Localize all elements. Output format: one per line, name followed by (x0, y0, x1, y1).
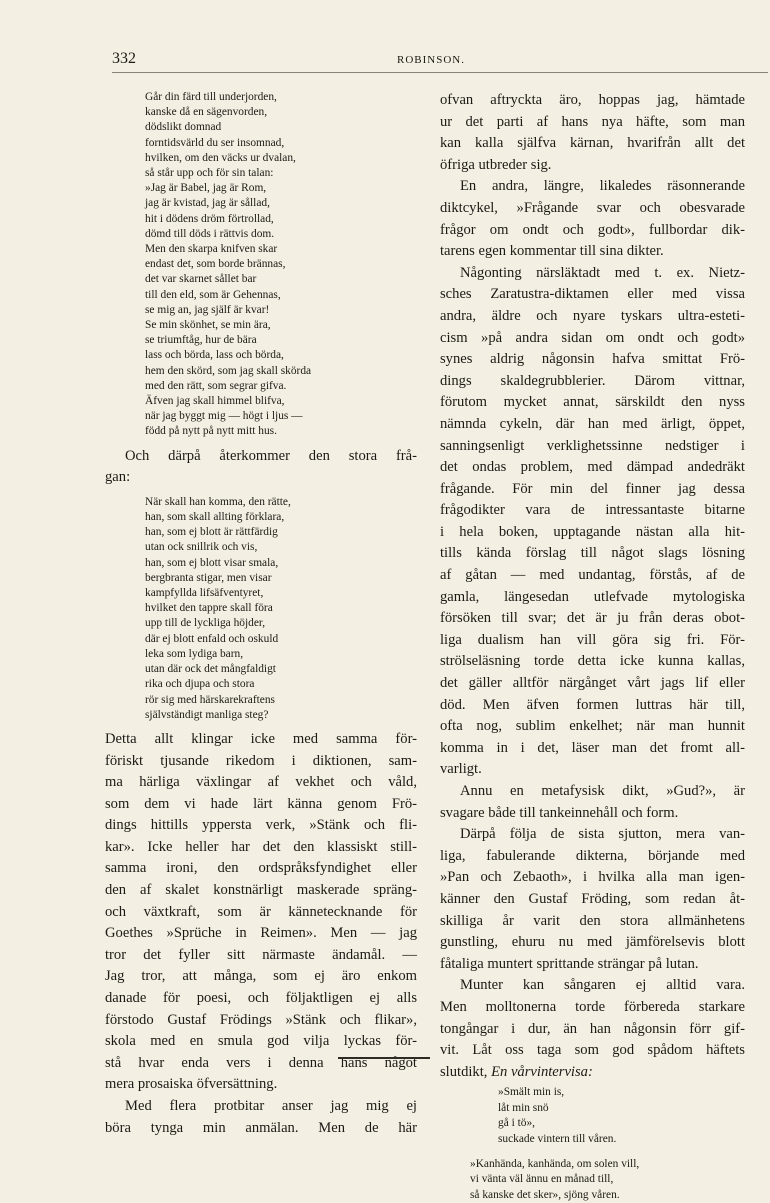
text-line: Munter kan sångaren ej alltid vara. (460, 977, 745, 994)
text-line: tills kända förslag till något slags lösning (440, 545, 745, 562)
text-line: ofvan aftryckta äro, hoppas jag, hämtade (440, 92, 745, 108)
poem-line: så står upp och för sin talan: (145, 167, 274, 180)
poem-line: han, som skall allting förklara, (145, 511, 285, 524)
poem-line: det var skarnet sållet bar (145, 273, 257, 286)
right-column (440, 90, 745, 1203)
text-line: ur det parti af hans nya häfte, som man (440, 113, 745, 130)
text-line: varligt. (440, 761, 482, 778)
text-line: diktcykel, »Frågande svar och obesvarade (440, 199, 745, 216)
poem-line: se triumftåg, hur de bära (145, 334, 257, 347)
text-line: ma härliga växlingar af vekhet och våld, (105, 774, 417, 791)
text-line: Annu en metafysisk dikt, »Gud?», är (460, 783, 745, 799)
text-line: frågodikter vara de intressantaste bitarne (440, 502, 745, 519)
text-line: af gåtan — med undantag, förstås, af de (440, 567, 745, 584)
text-line: den af skalet konstnärligt maskerade spräng- (105, 882, 417, 899)
text-line: i hela boken, upptagande nästan alla hit- (440, 523, 745, 540)
text-line: Och därpå återkommer den stora frå- (125, 447, 417, 464)
paragraph-nietzsche (440, 263, 745, 781)
text-line: Detta allt klingar icke med samma för- (105, 730, 417, 747)
header-rule (112, 72, 768, 73)
poem-line: hem den skörd, som jag skall skörda (145, 364, 312, 377)
poem-line: kampfyllda lifsäfventyret, (145, 587, 264, 600)
text-line: frågor om ondt och godt», fullbordar dik- (440, 221, 745, 238)
paragraph-protbitar (105, 1096, 417, 1139)
poem-smalt-min-is (498, 1085, 745, 1147)
text-line: Någonting närsläktadt med t. ex. Nietz- (460, 264, 745, 281)
poem-line: »Kanhända, kanhända, om solen vill, (470, 1157, 640, 1170)
poem-line: gå i tö», (498, 1117, 536, 1130)
left-column (105, 90, 417, 1139)
poem-underjorden (145, 90, 417, 440)
poem-line: dödslikt domnad (145, 121, 222, 134)
page-number: 332 (112, 50, 136, 67)
poem-line: »Jag är Babel, jag är Rom, (145, 182, 267, 195)
text-line: sanningsenligt verklighetssinne nedstiger i (440, 437, 745, 454)
paragraph-ofvan (440, 90, 745, 176)
text-line: kan kalla själfva kärnan, hvarifrån allt det (440, 135, 745, 152)
text-line: det gäller alltför närgånget vårt jags lif eller (440, 675, 745, 692)
paragraph-fragan (105, 446, 417, 489)
text-line: känner den Gustaf Fröding, som redan åt- (440, 890, 745, 907)
text-line: vit. Låt oss taga som god spådom häftets (440, 1042, 745, 1059)
text-line: cism »på andra sidan om ondt och godt» (440, 329, 745, 346)
poem-line: han, som ej blott är rättfärdig (145, 526, 278, 539)
text-line: försöken till svar; det är ju från deras obot- (440, 610, 745, 627)
paragraph-munter (440, 975, 745, 1083)
text-line: danade för poesi, och följaktligen ej alls (105, 990, 417, 1007)
poem-title-varvintervisa: En vårvintervisa: (491, 1063, 593, 1080)
text-line: förstodo Gustaf Frödings »Stänk och flikar», (105, 1011, 417, 1028)
poem-line: hvilket den tappre skall föra (145, 602, 273, 615)
poem-line: vi vänta väl ännu en månad till, (470, 1173, 614, 1186)
poem-line: rika och djupa och stora (145, 678, 255, 691)
poem-line: se mig an, jag själf är kvar! (145, 303, 270, 316)
poem-line: bergbranta stigar, men visar (145, 571, 272, 584)
text-line: det ondas problem, med dämpad andedräkt (440, 459, 745, 476)
poem-line: endast det, som borde brännas, (145, 258, 286, 271)
poem-line: Men den skarpa knifven skar (145, 243, 278, 256)
text-line: liga dualism han vill göra sig fri. För- (440, 631, 745, 648)
footer-rule (338, 1057, 430, 1059)
poem-line: född på nytt på nytt mitt hus. (145, 425, 277, 438)
poem-line: utan där ock det mångfaldigt (145, 663, 276, 676)
text-line: svagare både till tankeinnehåll och form. (440, 804, 679, 821)
text-line: frågande. För min del finner jag dessa (440, 480, 745, 497)
poem-line: Äfven jag skall himmel blifva, (145, 395, 285, 408)
text-line: skola med en smula god vilja lyckas för- (105, 1033, 417, 1050)
poem-line: utan ock snillrik och vis, (145, 541, 258, 554)
paragraph-detta-allt (105, 729, 417, 1096)
poem-line: Se min skönhet, se min ära, (145, 319, 271, 332)
poem-line: när jag byggt mig — högt i ljus — (145, 410, 303, 423)
text-line: död. Men äfven formen luttras här till, (440, 696, 745, 713)
poem-line: hit i dödens dröm förtrollad, (145, 212, 274, 225)
running-title: ROBINSON. (397, 54, 465, 66)
text-line: dings hittills yppersta verk, »Stänk och fli- (105, 817, 417, 834)
paragraph-gud (440, 781, 745, 824)
text-line: Därpå följa de sista sjutton, mera van- (460, 826, 745, 843)
text-line: »Pan och Zebaoth», i hvilka alla man igen- (440, 869, 745, 886)
poem-line: där ej blott enfald och oskuld (145, 632, 279, 645)
poem-line: så kanske det sker», sjöng våren. (470, 1188, 620, 1201)
text-line: synes aldrig någonsin hafva smittat Frö- (440, 351, 745, 368)
text-line: strölseläsning torde detta icke kunna kallas, (440, 653, 745, 670)
poem-kanhanda (470, 1157, 745, 1203)
poem-line: forntidsvärld du ser insomnad, (145, 136, 285, 149)
poem-line: självständigt manliga steg? (145, 708, 269, 721)
poem-line: »Smält min is, (498, 1086, 565, 1099)
text-line: stå hvar enda vers i denna hans något (105, 1054, 417, 1071)
text-line: böra tynga min anmälan. Men de här (105, 1119, 417, 1136)
poem-line: dömd till döds i rättvis dom. (145, 227, 275, 240)
text-line: tarens egen kommentar till sina dikter. (440, 243, 664, 260)
text-line: Goethes »Sprüche in Reimen». Men — jag (105, 925, 417, 942)
text-line: förutom mycket annat, särskildt den nyss (440, 394, 745, 411)
text-line: tongångar i dur, än han någonsin förr gif- (440, 1020, 745, 1037)
paragraph-sjutton (440, 824, 745, 975)
text-line: Jag tror, att många, som ej äro enkom (105, 968, 417, 985)
poem-line: suckade vintern till våren. (498, 1132, 617, 1145)
poem-line: han, som ej blott visar smala, (145, 556, 279, 569)
poem-den-ratte (145, 495, 417, 723)
poem-line: leka som lydiga barn, (145, 647, 244, 660)
text-line: ofta nog, sublim enkelhet; när man hunnit (440, 718, 745, 735)
text-line: och växtkraft, som är kännetecknande för (105, 903, 417, 920)
text-line: tror det fyller sitt närmaste ändamål. — (105, 946, 417, 963)
text-line: skilliga år varit den stora allmänhetens (440, 912, 745, 929)
poem-line: rör sig med härskarekraftens (145, 693, 275, 706)
text-line: Med flera protbitar anser jag mig ej (125, 1098, 417, 1114)
text-line: mera prosaiska öfversättning. (105, 1076, 278, 1093)
text-line: komma in i det, läser man det fromt all- (440, 739, 745, 756)
text-line: gan: (105, 469, 131, 486)
poem-line: låt min snö (498, 1101, 549, 1114)
poem-line: jag är kvistad, jag är sållad, (145, 197, 270, 210)
text-line: gamla, längesedan utlefvade mytologiska (440, 588, 745, 605)
text-line: samma ironi, den ordspråksfyndighet eller (105, 860, 417, 877)
text-line: föriskt tjusande rikedom i diktionen, sam- (105, 752, 417, 769)
poem-line: kanske då en sägenvorden, (145, 106, 268, 119)
text-line: öfriga utbreder sig. (440, 156, 552, 173)
text-line: som dem vi hade lärt känna genom Frö- (105, 795, 417, 812)
text-line: sches Zaratustra-diktamen eller med vissa (440, 286, 745, 303)
text-line: fåtaliga muntert sprittande strängar på lutan. (440, 955, 699, 972)
poem-line: upp till de lyckliga höjder, (145, 617, 266, 630)
text-line: gunstling, ehuru nu med jämförelsevis blott (440, 934, 745, 951)
poem-line: lass och börda, lass och börda, (145, 349, 284, 362)
poem-line: När skall han komma, den rätte, (145, 495, 291, 508)
text-line: kar». Icke heller har det den klassiskt still- (105, 838, 417, 855)
page-header (112, 50, 768, 72)
text-line: andra, äldre och nyare tyskars ultra-esteti- (440, 307, 745, 324)
poem-line: hvilken, om den väcks ur dvalan, (145, 151, 296, 164)
text-line: Men molltonerna torde förbereda starkare (440, 998, 745, 1015)
slutdikt-prefix: slutdikt, (440, 1063, 492, 1080)
paragraph-diktcykel (440, 176, 745, 262)
text-line: liga, fabulerande dikterna, börjande med (440, 847, 745, 864)
poem-line: Går din färd till underjorden, (145, 91, 277, 103)
poem-line: till den eld, som är Gehennas, (145, 288, 281, 301)
poem-line: med den rätt, som segrar gifva. (145, 379, 287, 392)
text-line: nämnda cykeln, där han med ärligt, öppet, (440, 415, 745, 432)
text-line: En andra, längre, likaledes räsonnerande (460, 178, 745, 195)
text-line: dings skaldegrubblerier. Därom vittnar, (440, 372, 745, 389)
